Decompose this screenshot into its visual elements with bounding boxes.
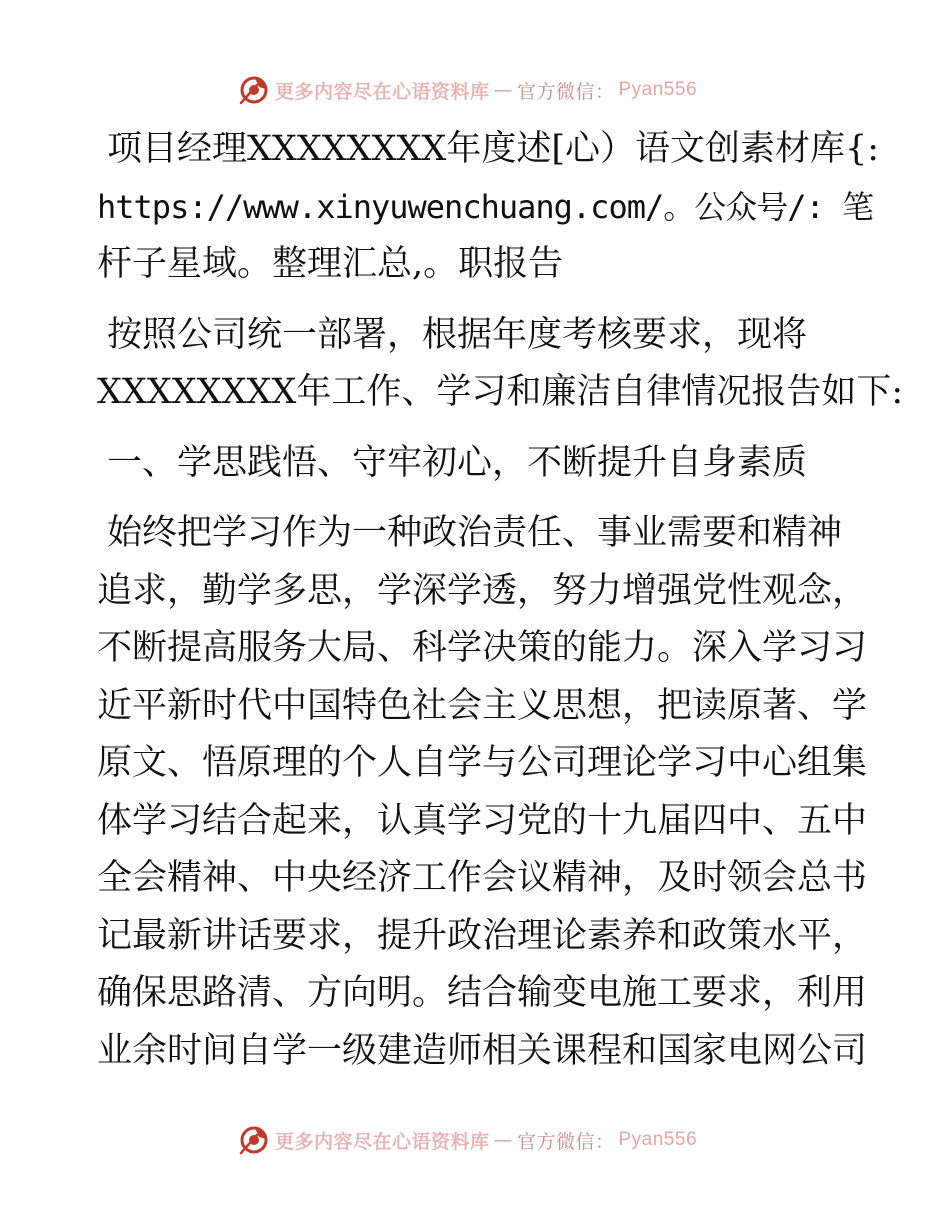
- title-line-1: 项目经理XXXXXXXX年度述[心）语文创素材库{:: [107, 129, 880, 169]
- body-line-10: 业余时间自学一级建造师相关课程和国家电网公司: [97, 1030, 868, 1071]
- intro-line-2: XXXXXXXX年工作、学习和廉洁自律情况报告如下:: [97, 372, 904, 412]
- body-line-4: 近平新时代中国特色社会主义思想，把读原著、学: [97, 685, 868, 726]
- body-line-3: 不断提高服务大局、科学决策的能力。深入学习习: [97, 628, 868, 668]
- intro-line-1: 按照公司统一部署，根据年度考核要求，现将: [107, 314, 808, 355]
- banner-main-text: 更多内容尽在心语资料库: [274, 80, 490, 103]
- quill-pen-seal-icon: [237, 73, 271, 107]
- body-paragraph: [97, 505, 868, 1080]
- body-line-1: 始终把学习作为一种政治责任、事业需要和精神: [107, 513, 843, 553]
- intro-paragraph: [97, 307, 904, 422]
- document-content: [97, 121, 904, 1093]
- banner-sub-text: 官方微信：: [516, 80, 615, 103]
- body-line-9: 确保思路清、方向明。结合输变电施工要求，利用: [97, 973, 868, 1013]
- footer-watermark-banner: [0, 1118, 950, 1162]
- banner-separator: —: [493, 79, 513, 101]
- body-line-8: 记最新讲话要求，提升政治理论素养和政策水平，: [97, 915, 868, 956]
- body-line-6: 体学习结合起来，认真学习党的十九届四中、五中: [97, 800, 868, 841]
- banner-group: [237, 73, 697, 107]
- section-heading: [97, 435, 857, 493]
- body-line-7: 全会精神、中央经济工作会议精神，及时领会总书: [97, 858, 868, 898]
- banner-sub-text: 官方微信：: [516, 1130, 615, 1153]
- banner-wechat-id: Pyan556: [618, 79, 698, 100]
- banner-main-text: 更多内容尽在心语资料库: [274, 1130, 490, 1153]
- title-line-3: 杆子星域。整理汇总,。职报告: [97, 244, 564, 284]
- banner-separator: —: [493, 1129, 513, 1151]
- section-heading-text: 一、学思践悟、守牢初心，不断提升自身素质: [107, 442, 808, 483]
- header-watermark-banner: [0, 68, 950, 112]
- banner-group: [237, 1123, 697, 1157]
- document-title: [97, 121, 880, 294]
- body-line-5: 原文、悟原理的个人自学与公司理论学习中心组集: [97, 743, 868, 783]
- body-line-2: 追求，勤学多思，学深学透，努力增强党性观念，: [97, 570, 868, 611]
- quill-pen-seal-icon: [237, 1123, 271, 1157]
- banner-wechat-id: Pyan556: [618, 1129, 698, 1150]
- title-line-2: https://www.xinyuwenchuang.com/。公众号/: 笔: [97, 187, 874, 226]
